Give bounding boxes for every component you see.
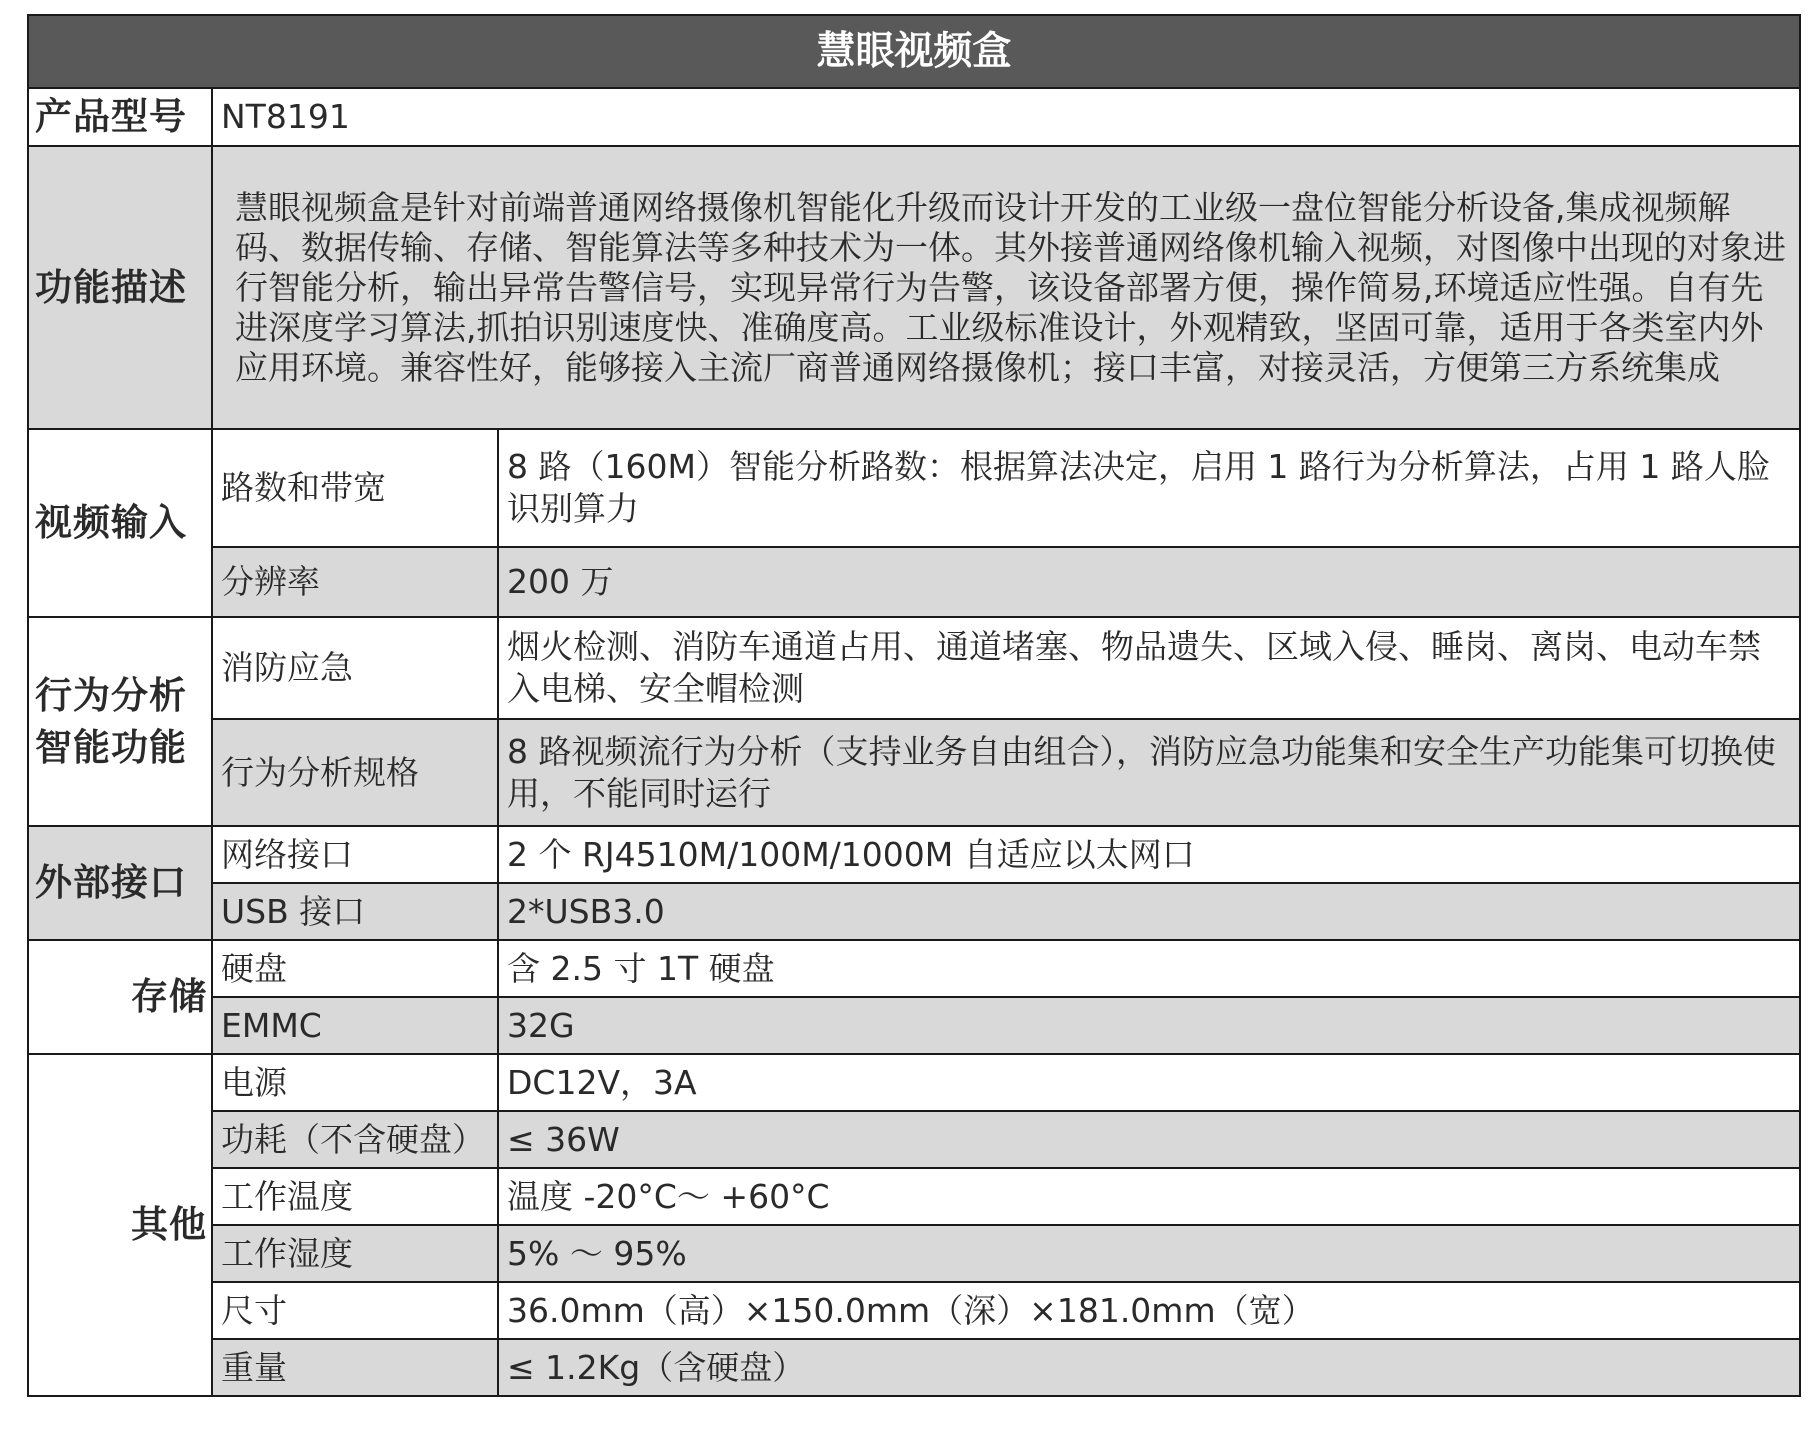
table-row xyxy=(28,1111,1800,1168)
row-value: 200 万 xyxy=(498,547,1800,617)
group-label-external-interface: 外部接口 xyxy=(28,826,212,940)
row-name: 硬盘 xyxy=(212,940,498,997)
description-row xyxy=(28,146,1800,429)
table-row xyxy=(28,883,1800,940)
row-name: EMMC xyxy=(212,997,498,1054)
table-row xyxy=(28,617,1800,719)
description-label: 功能描述 xyxy=(28,146,212,429)
row-value: ≤ 1.2Kg（含硬盘） xyxy=(498,1339,1800,1396)
row-value: 温度 -20°C～ +60°C xyxy=(498,1168,1800,1225)
table-row xyxy=(28,719,1800,826)
table-row xyxy=(28,1339,1800,1396)
table-row xyxy=(28,1054,1800,1111)
group-label-video-input: 视频输入 xyxy=(28,429,212,617)
row-value: ≤ 36W xyxy=(498,1111,1800,1168)
row-value: 2 个 RJ4510M/100M/1000M 自适应以太网口 xyxy=(498,826,1800,883)
table-row xyxy=(28,1282,1800,1339)
row-value: 32G xyxy=(498,997,1800,1054)
model-value: NT8191 xyxy=(212,88,1800,146)
row-value: 烟火检测、消防车通道占用、通道堵塞、物品遗失、区域入侵、睡岗、离岗、电动车禁入电梯、安全帽检测 xyxy=(498,617,1800,719)
title-row xyxy=(28,15,1800,88)
table-row xyxy=(28,1168,1800,1225)
group-label-behavior-analysis: 行为分析智能功能 xyxy=(28,617,212,826)
group-label-other: 其他 xyxy=(28,1054,212,1396)
row-name: 路数和带宽 xyxy=(212,429,498,547)
row-value: 5% ～ 95% xyxy=(498,1225,1800,1282)
row-name: 尺寸 xyxy=(212,1282,498,1339)
row-name: 网络接口 xyxy=(212,826,498,883)
row-value: 2*USB3.0 xyxy=(498,883,1800,940)
table-row xyxy=(28,547,1800,617)
row-name: 分辨率 xyxy=(212,547,498,617)
table-row xyxy=(28,429,1800,547)
row-value: 8 路视频流行为分析（支持业务自由组合），消防应急功能集和安全生产功能集可切换使用，不能同时运行 xyxy=(498,719,1800,826)
model-row xyxy=(28,88,1800,146)
row-name: 工作温度 xyxy=(212,1168,498,1225)
model-label: 产品型号 xyxy=(28,88,212,146)
row-name: USB 接口 xyxy=(212,883,498,940)
row-name: 消防应急 xyxy=(212,617,498,719)
row-name: 重量 xyxy=(212,1339,498,1396)
spec-table xyxy=(27,14,1801,1397)
row-value: 36.0mm（高）×150.0mm（深）×181.0mm（宽） xyxy=(498,1282,1800,1339)
row-value: 含 2.5 寸 1T 硬盘 xyxy=(498,940,1800,997)
group-label-storage: 存储 xyxy=(28,940,212,1054)
table-row xyxy=(28,997,1800,1054)
table-row xyxy=(28,940,1800,997)
table-row xyxy=(28,1225,1800,1282)
description-text: 慧眼视频盒是针对前端普通网络摄像机智能化升级而设计开发的工业级一盘位智能分析设备,集成视频解码、数据传输、存储、智能算法等多种技术为一体。其外接普通网络像机输入视频，对图像中出现的对象进行智能分析，输出异常告警信号，实现异常行为告警，该设备部署方便，操作简易,环境适应性强。自有先进深度学习算法,抓拍识别速度快、准确度高。工业级标准设计，外观精致，坚固可靠，适用于各类室内外应用环境。兼容性好，能够接入主流厂商普通网络摄像机；接口丰富，对接灵活，方便第三方系统集成 xyxy=(212,146,1800,429)
row-value: 8 路（160M）智能分析路数：根据算法决定，启用 1 路行为分析算法，占用 1 路人脸识别算力 xyxy=(498,429,1800,547)
row-name: 电源 xyxy=(212,1054,498,1111)
table-row xyxy=(28,826,1800,883)
row-name: 工作湿度 xyxy=(212,1225,498,1282)
row-name: 功耗（不含硬盘） xyxy=(212,1111,498,1168)
row-value: DC12V，3A xyxy=(498,1054,1800,1111)
row-name: 行为分析规格 xyxy=(212,719,498,826)
table-title: 慧眼视频盒 xyxy=(28,15,1800,88)
